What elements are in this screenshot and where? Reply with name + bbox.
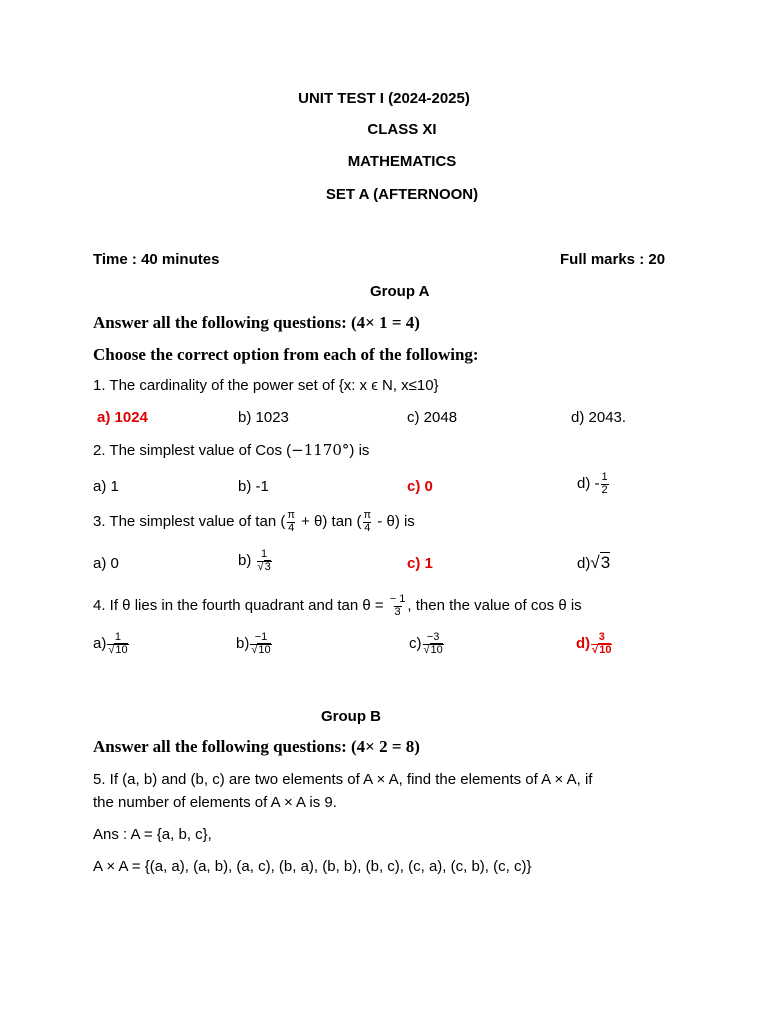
q4-option-a-prefix: a): [93, 635, 107, 653]
q4-option-d-prefix: d): [576, 635, 591, 653]
fraction-denominator: [250, 644, 271, 657]
time-label: Time : 40 minutes: [93, 251, 220, 268]
q2-option-a: a) 1: [93, 478, 119, 495]
q4-option-b-fraction: [250, 632, 271, 656]
subject-label: MATHEMATICS: [347, 153, 457, 170]
q3-suffix: - θ) is: [373, 513, 415, 531]
fraction-denominator: [423, 644, 444, 657]
q4-option-b-prefix: b): [236, 635, 250, 653]
group-b-instruction: Answer all the following questions: (4× 2 = 8): [93, 737, 420, 756]
q3-option-d-prefix: d): [577, 555, 591, 572]
sqrt-symbol: √3: [257, 560, 271, 573]
q3-pi-over-4-b: [363, 510, 373, 534]
q3-option-c: c) 1: [407, 555, 433, 572]
radicand: 3: [264, 560, 271, 573]
q3-option-b-prefix: b): [238, 552, 252, 570]
sqrt-symbol: √10: [592, 643, 612, 656]
fraction-numerator: −1: [254, 631, 268, 643]
answer-line-1: Ans : A = {a, b, c},: [93, 826, 212, 843]
fraction-numerator: 1: [261, 548, 268, 560]
q2-prefix: 2. The simplest value of Cos (: [93, 442, 292, 459]
sqrt-symbol: √10: [423, 643, 443, 656]
sqrt-symbol: √10: [251, 643, 271, 656]
fraction-numerator: −3: [426, 631, 440, 643]
fraction-denominator: 3: [394, 605, 401, 618]
class-label: CLASS XI: [367, 121, 437, 138]
answer-line-2: A × A = {(a, a), (a, b), (a, c), (b, a), (b, b), (b, c), (c, a), (c, b), (c, c)}: [93, 858, 532, 875]
fraction-numerator: 1: [114, 631, 122, 643]
fraction-numerator: π: [363, 509, 372, 521]
q4-option-b: [236, 632, 273, 656]
q4-tan-fraction: [389, 594, 407, 618]
q2-suffix: ) is: [349, 442, 370, 459]
question-3: [93, 510, 415, 534]
fraction-numerator: 3: [598, 631, 605, 643]
sqrt-symbol: √3: [590, 553, 611, 572]
fraction-denominator: [257, 561, 272, 574]
q2-option-b: b) -1: [238, 478, 269, 495]
full-marks-label: Full marks : 20: [560, 251, 666, 268]
test-title: UNIT TEST I (2024-2025): [298, 90, 470, 107]
q4-option-d: [576, 632, 613, 656]
fraction-denominator: 2: [601, 483, 608, 496]
group-b-title: Group B: [321, 708, 381, 725]
question-5-line-1: 5. If (a, b) and (b, c) are two elements of A × A, find the elements of A × A, if: [93, 771, 593, 788]
radicand: 10: [430, 643, 443, 656]
q1-option-c: c) 2048: [407, 409, 458, 426]
question-1: 1. The cardinality of the power set of {x: x ϵ N, x≤10}: [93, 377, 439, 394]
q3-option-d: [577, 553, 610, 573]
question-4: [93, 594, 582, 618]
fraction-numerator: − 1: [389, 593, 406, 605]
fraction-numerator: π: [287, 509, 295, 521]
q4-option-c-prefix: c): [409, 635, 422, 653]
fraction-numerator: 1: [601, 471, 608, 483]
group-a-title: Group A: [370, 283, 430, 300]
group-a-instruction: Answer all the following questions: (4× 1 = 4): [93, 313, 420, 332]
q3-option-a: a) 0: [93, 555, 119, 572]
question-2: [93, 441, 369, 459]
q4-option-d-fraction: [591, 632, 612, 656]
fraction-denominator: [591, 644, 612, 657]
fraction-denominator: 4: [288, 521, 295, 534]
q1-option-d: d) 2043.: [571, 409, 627, 426]
q2-angle: −1170°: [291, 441, 350, 459]
q2-option-c: c) 0: [407, 478, 433, 495]
radicand: 10: [599, 643, 612, 656]
q2-option-d-prefix: d) -: [577, 475, 600, 493]
fraction-denominator: 4: [364, 521, 371, 534]
fraction-denominator: [107, 644, 128, 657]
q2-option-d: [577, 472, 610, 496]
q3-option-b: [238, 549, 273, 573]
radicand: 3: [600, 553, 611, 572]
q3-mid: + θ) tan (: [296, 513, 362, 531]
radicand: 10: [115, 643, 128, 656]
q1-option-a: a) 1024: [97, 409, 148, 426]
group-a-sub-instruction: Choose the correct option from each of the following:: [93, 345, 479, 364]
q3-prefix: 3. The simplest value of tan (: [93, 513, 286, 531]
q4-suffix: , then the value of cos θ is: [407, 597, 582, 615]
q4-prefix: 4. If θ lies in the fourth quadrant and tan θ =: [93, 597, 388, 615]
q2-option-d-fraction: [601, 472, 609, 496]
radicand: 10: [258, 643, 271, 656]
q4-option-c: [409, 632, 445, 656]
sqrt-symbol: √10: [108, 643, 128, 656]
q3-pi-over-4-a: [286, 510, 296, 534]
set-label: SET A (AFTERNOON): [325, 186, 479, 203]
q4-option-c-fraction: [423, 632, 444, 656]
question-5-line-2: the number of elements of A × A is 9.: [93, 794, 337, 811]
q3-option-b-fraction: [257, 549, 272, 573]
q4-option-a-fraction: [107, 632, 128, 656]
q4-option-a: [93, 632, 130, 656]
q1-option-b: b) 1023: [238, 409, 289, 426]
